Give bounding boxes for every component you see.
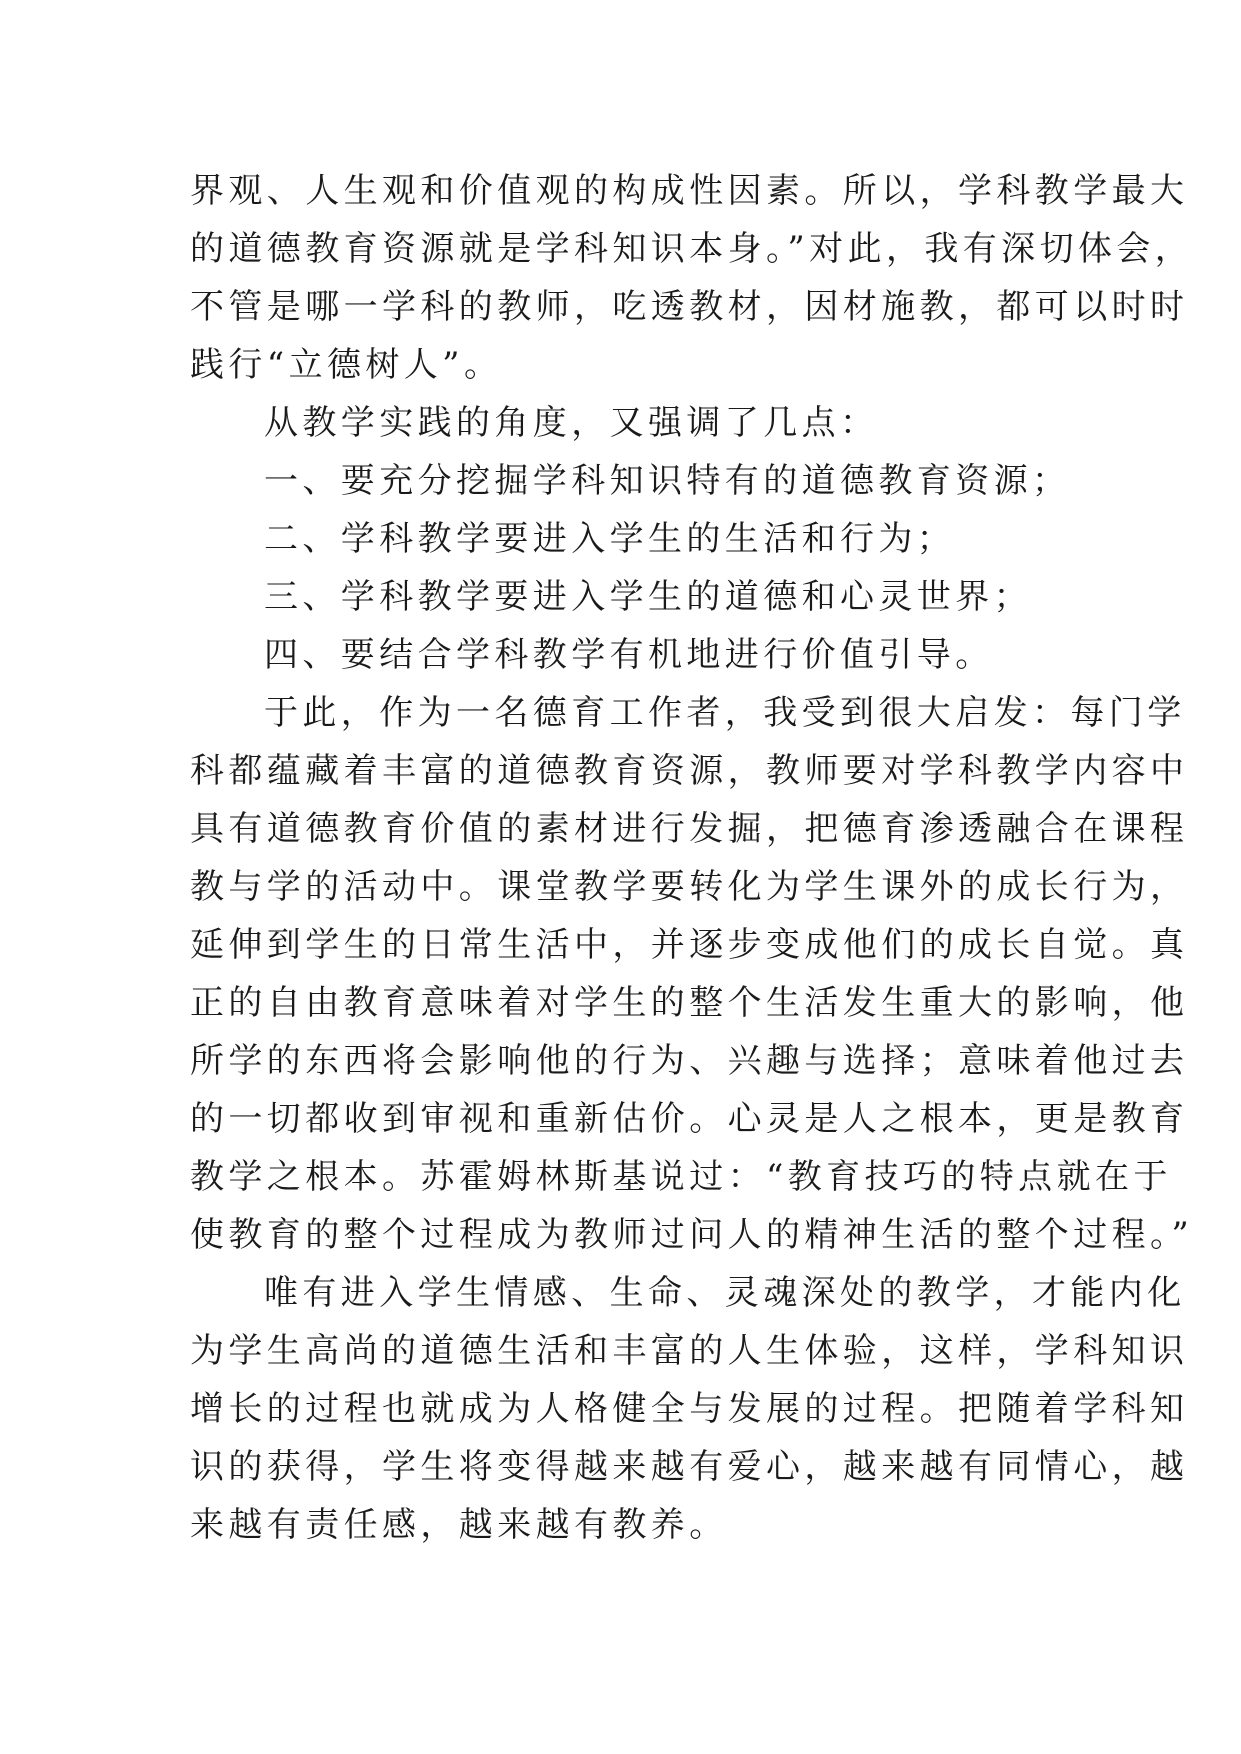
text-line: 教学之根本。苏霍姆林斯基说过：“教育技巧的特点就在于 — [190, 1157, 1172, 1197]
text-line: 识的获得，学生将变得越来越有爱心，越来越有同情心，越 — [190, 1447, 1189, 1487]
text-line: 具有道德教育价值的素材进行发掘，把德育渗透融合在课程 — [190, 809, 1189, 849]
list-item: 三、学科教学要进入学生的道德和心灵世界； — [264, 577, 1032, 617]
text-line: 践行“立德树人”。 — [190, 345, 503, 385]
list-item: 一、要充分挖掘学科知识特有的道德教育资源； — [264, 461, 1071, 501]
text-line: 来越有责任感，越来越有教养。 — [190, 1505, 728, 1545]
text-line: 为学生高尚的道德生活和丰富的人生体验，这样，学科知识 — [190, 1331, 1189, 1371]
list-item: 二、学科教学要进入学生的生活和行为； — [264, 519, 956, 559]
text-line: 的道德教育资源就是学科知识本身。”对此，我有深切体会， — [190, 229, 1194, 269]
text-line: 科都蕴藏着丰富的道德教育资源，教师要对学科教学内容中 — [190, 751, 1189, 791]
text-line: 界观、人生观和价值观的构成性因素。所以，学科教学最大 — [190, 171, 1189, 211]
text-line: 延伸到学生的日常生活中，并逐步变成他们的成长自觉。真 — [190, 925, 1189, 965]
text-line: 从教学实践的角度，又强调了几点： — [264, 403, 879, 443]
list-item: 四、要结合学科教学有机地进行价值引导。 — [264, 635, 994, 675]
text-line: 增长的过程也就成为人格健全与发展的过程。把随着学科知 — [190, 1389, 1189, 1429]
document-body — [190, 162, 1194, 1554]
text-line: 使教育的整个过程成为教师过问人的精神生活的整个过程。” — [190, 1215, 1194, 1255]
text-line: 不管是哪一学科的教师，吃透教材，因材施教，都可以时时 — [190, 287, 1189, 327]
text-line: 所学的东西将会影响他的行为、兴趣与选择；意味着他过去 — [190, 1041, 1189, 1081]
text-line: 于此，作为一名德育工作者，我受到很大启发：每门学 — [264, 693, 1186, 733]
text-line: 唯有进入学生情感、生命、灵魂深处的教学，才能内化 — [264, 1273, 1186, 1313]
text-line: 的一切都收到审视和重新估价。心灵是人之根本，更是教育 — [190, 1099, 1189, 1139]
text-line: 正的自由教育意味着对学生的整个生活发生重大的影响，他 — [190, 983, 1189, 1023]
text-line: 教与学的活动中。课堂教学要转化为学生课外的成长行为， — [190, 867, 1189, 907]
